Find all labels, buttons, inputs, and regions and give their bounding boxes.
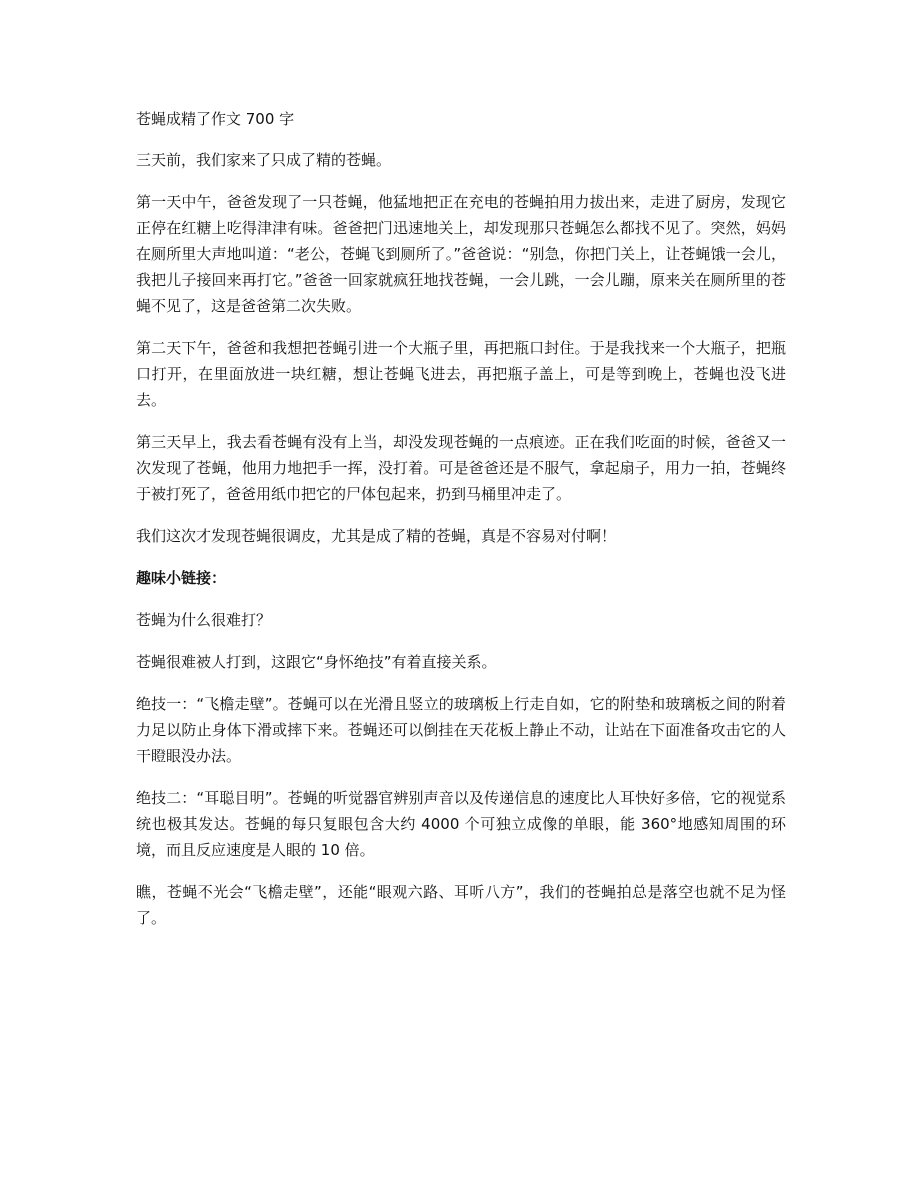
document-title: 苍蝇成精了作文 700 字 [136,110,295,128]
paragraph-intro: 三天前，我们家来了只成了精的苍蝇。 [136,151,392,169]
paragraph-day-two: 第二天下午，爸爸和我想把苍蝇引进一个大瓶子里，再把瓶口封住。于是我找来一个大瓶子，把瓶口打开，在里面放进一块红糖，想让苍蝇飞进去，再把瓶子盖上，可是等到晚上，苍蝇也没飞进去。 [136,339,786,409]
section-closing: 瞧，苍蝇不光会“飞檐走壁”，还能“眼观六路、耳听八方”，我们的苍蝇拍总是落空也就不足为怪了。 [136,883,786,927]
paragraph-conclusion: 我们这次才发现苍蝇很调皮，尤其是成了精的苍蝇，真是不容易对付啊！ [136,527,617,545]
section-heading: 趣味小链接： [136,569,227,587]
paragraph-day-three: 第三天早上，我去看苍蝇有没有上当，却没发现苍蝇的一点痕迹。正在我们吃面的时候，爸爸又一次发现了苍蝇，他用力地把手一挥，没打着。可是爸爸还是不服气，拿起扇子，用力一拍，苍蝇终于被打死了，爸爸用纸巾把它的尸体包起来，扔到马桶里冲走了。 [136,433,786,503]
document-page [136,107,786,947]
section-skill-two: 绝技二：“耳聪目明”。苍蝇的听觉器官辨别声音以及传递信息的速度比人耳快好多倍，它的视觉系统也极其发达。苍蝇的每只复眼包含大约 4000 个可独立成像的单眼，能 360°地感知周围的环境，而且反应速度是人眼的 10 倍。 [136,789,786,859]
section-question: 苍蝇为什么很难打？ [136,611,272,629]
paragraph-day-one: 第一天中午，爸爸发现了一只苍蝇，他猛地把正在充电的苍蝇拍用力拔出来，走进了厨房，发现它正停在红糖上吃得津津有味。爸爸把门迅速地关上，却发现那只苍蝇怎么都找不见了。突然，妈妈在厕所里大声地叫道：“老公，苍蝇飞到厕所了。”爸爸说：“别急，你把门关上，让苍蝇饿一会儿，我把儿子接回来再打它。”爸爸一回家就疯狂地找苍蝇，一会儿跳，一会儿蹦，原来关在厕所里的苍蝇不见了，这是爸爸第二次失败。 [136,193,786,315]
section-answer: 苍蝇很难被人打到，这跟它“身怀绝技”有着直接关系。 [136,653,497,671]
section-skill-one: 绝技一：“飞檐走壁”。苍蝇可以在光滑且竖立的玻璃板上行走自如，它的附垫和玻璃板之间的附着力足以防止身体下滑或摔下来。苍蝇还可以倒挂在天花板上静止不动，让站在下面准备攻击它的人干瞪眼没办法。 [136,695,786,765]
